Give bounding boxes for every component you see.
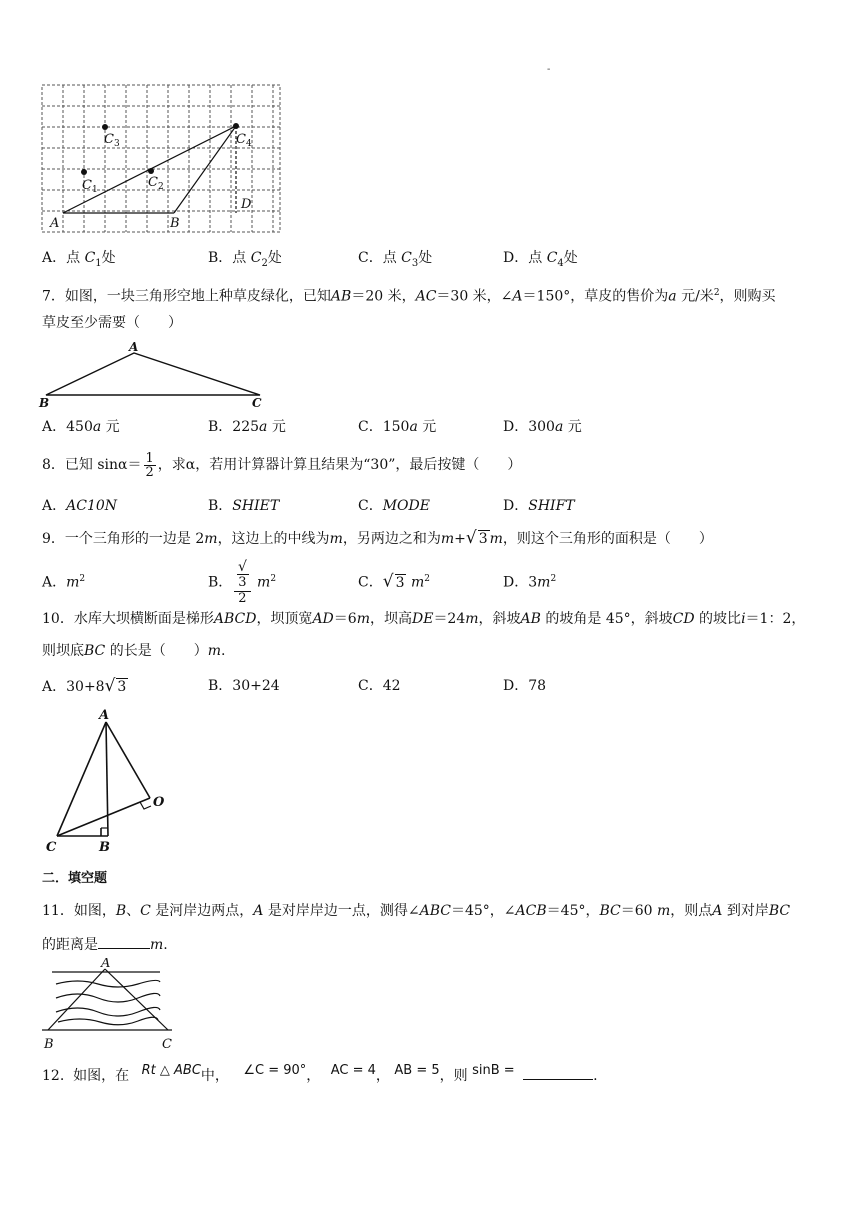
point-c1 bbox=[81, 169, 87, 175]
math-sinb: sinB = bbox=[472, 1063, 515, 1078]
label-b: B bbox=[99, 840, 110, 854]
q10-figure bbox=[40, 706, 180, 854]
label-b: B bbox=[44, 1037, 54, 1052]
point-c2 bbox=[148, 168, 154, 174]
q7-option-a[interactable]: A．450a 元 bbox=[42, 419, 120, 435]
label-c: C bbox=[46, 840, 57, 854]
label-a: A bbox=[99, 708, 110, 723]
q9-option-c[interactable]: C．√ 3 $m^2$ bbox=[358, 571, 430, 592]
answer-blank[interactable] bbox=[523, 1079, 593, 1080]
q6-option-d[interactable]: D．点 $C_4$处 bbox=[503, 250, 578, 269]
q6-option-c[interactable]: C．点 $C_3$处 bbox=[358, 250, 433, 269]
q7-option-c[interactable]: C．150a 元 bbox=[358, 419, 437, 435]
q10-stem: 10．水库大坝横断面是梯形ABCD，坝顶宽AD＝6m，坝高DE＝24m，斜坡AB 的坡角是 45°，斜坡CD 的坡比i＝1：2， bbox=[42, 611, 806, 627]
q9-stem: 9．一个三角形的一边是 2m，这边上的中线为m，另两边之和为m+√ 3 m，则这个三角形的面积是（ ） bbox=[42, 528, 713, 548]
label-b: B bbox=[170, 216, 180, 231]
answer-blank[interactable] bbox=[98, 948, 150, 949]
math-angle-c: ∠C = 90° bbox=[243, 1063, 307, 1078]
header-mark: - bbox=[547, 64, 551, 75]
point-c4 bbox=[233, 123, 239, 129]
q6-option-a[interactable]: A．点 $C_1$处 bbox=[42, 250, 116, 269]
fraction-one-half: $\frac{1}{2}$ bbox=[145, 450, 154, 480]
math-ac: AC = 4 bbox=[330, 1063, 376, 1078]
q7-stem: 7．如图，一块三角形空地上种草皮绿化，已知AB＝20 米，AC＝30 米，∠A＝150°，草皮的售价为a 元/米$^2$，则购买 bbox=[42, 288, 776, 305]
q8-stem: 8．已知 sinα＝ $\frac{1}{2}$ ，求α，若用计算器计算且结果为“30”，最后按键（ ） bbox=[42, 450, 522, 480]
label-c1: $C_1$ bbox=[82, 178, 98, 195]
math-rt-triangle: Rt △ ABC bbox=[141, 1063, 201, 1078]
label-a: A bbox=[101, 958, 111, 971]
q10-option-a[interactable]: A．30+8√ 3 bbox=[42, 676, 127, 696]
q6-option-b[interactable]: B．点 $C_2$处 bbox=[208, 250, 282, 269]
q10-stem-line2: 则坝底BC 的长是（ ）m. bbox=[42, 643, 226, 659]
q10-option-b[interactable]: B．30+24 bbox=[208, 678, 280, 694]
q10-option-d[interactable]: D．78 bbox=[503, 678, 547, 694]
q8-option-a[interactable]: A．AC10N bbox=[42, 498, 118, 514]
q11-stem: 11．如图，B、C 是河岸边两点，A 是对岸岸边一点，测得∠ABC＝45°，∠ACB＝45°，BC＝60 m，则点A 到对岸BC bbox=[42, 903, 791, 919]
label-c: C bbox=[252, 396, 262, 410]
q8-option-d[interactable]: D．SHIFT bbox=[503, 498, 575, 514]
label-c2: $C_2$ bbox=[148, 175, 164, 192]
q9-option-a[interactable]: A．$m^2$ bbox=[42, 574, 86, 591]
q9-option-b[interactable]: B． √ 3 2 $m^2$ bbox=[208, 558, 277, 606]
label-a: A bbox=[50, 216, 60, 231]
point-c3 bbox=[102, 124, 108, 130]
q7-option-b[interactable]: B．225a 元 bbox=[208, 419, 286, 435]
q7-triangle-figure bbox=[36, 340, 276, 410]
label-c4: $C_4$ bbox=[236, 132, 252, 149]
q11-stem-line2: 的距离是 m. bbox=[42, 937, 168, 953]
q7-option-d[interactable]: D．300a 元 bbox=[503, 419, 582, 435]
math-ab: AB = 5 bbox=[394, 1063, 440, 1078]
section-heading-fill-in: 二．填空题 bbox=[42, 871, 108, 886]
q12-stem: 12. 如图，在 Rt △ ABC中， ∠C = 90°， AC = 4， AB = 5，则 sinB = . bbox=[42, 1063, 598, 1084]
label-a: A bbox=[129, 340, 139, 354]
q9-option-d[interactable]: D．$3m^2$ bbox=[503, 574, 557, 591]
q10-option-c[interactable]: C．42 bbox=[358, 678, 401, 694]
grid-figure bbox=[36, 80, 286, 236]
q8-option-b[interactable]: B．SHIET bbox=[208, 498, 280, 514]
q11-river-figure bbox=[38, 958, 178, 1054]
label-b: B bbox=[39, 396, 50, 410]
label-o: O bbox=[153, 795, 165, 810]
label-d: D bbox=[241, 197, 252, 212]
label-c3: $C_3$ bbox=[104, 132, 120, 149]
label-c: C bbox=[162, 1037, 172, 1052]
q8-option-c[interactable]: C．MODE bbox=[358, 498, 430, 514]
q7-stem-line2: 草皮至少需要（ ） bbox=[42, 315, 182, 331]
